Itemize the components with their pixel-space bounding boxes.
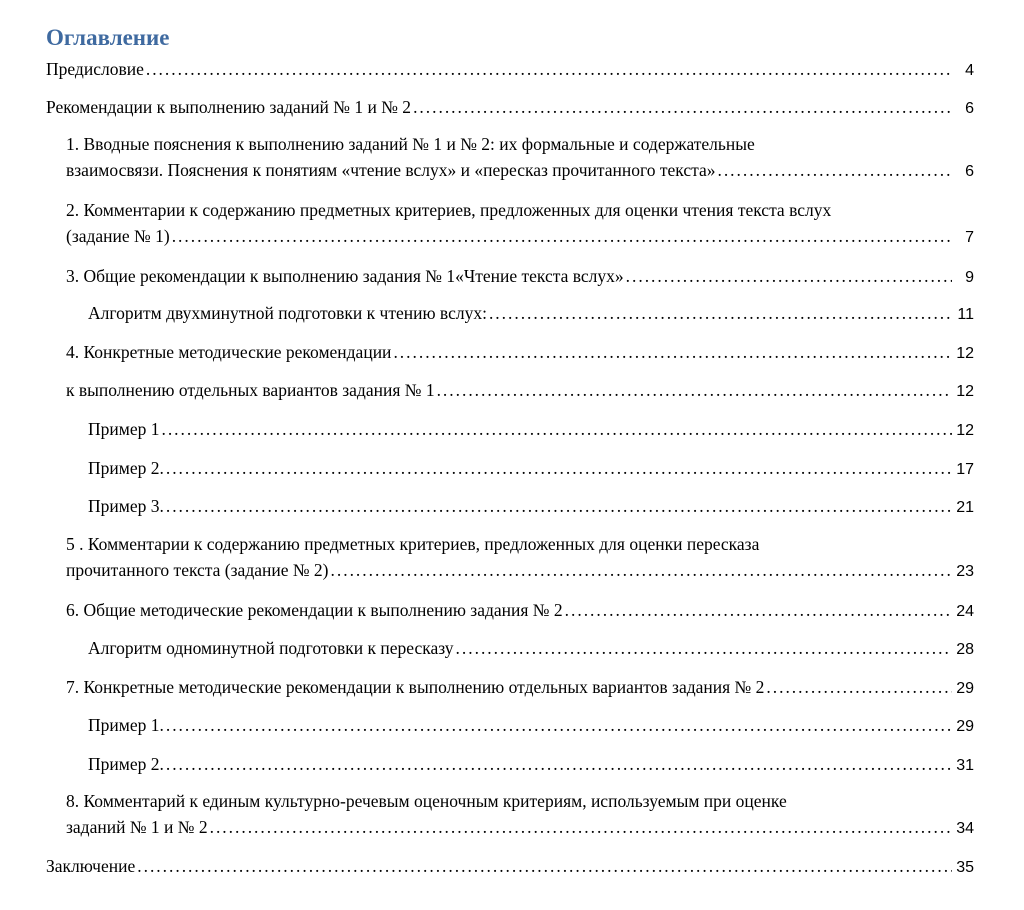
toc-entry-section-2[interactable] bbox=[66, 197, 974, 251]
toc-entry-preface[interactable] bbox=[46, 56, 974, 84]
dot-leader bbox=[210, 814, 952, 840]
toc-entry-conclusion[interactable] bbox=[46, 853, 974, 881]
toc-entry-text: Алгоритм одноминутной подготовки к пересказу bbox=[88, 638, 454, 658]
toc-title: Оглавление bbox=[46, 25, 170, 50]
toc-entry-example-1a[interactable] bbox=[88, 416, 974, 444]
toc-entry-text: Пример 2. bbox=[88, 754, 164, 774]
toc-page-number: 4 bbox=[965, 62, 974, 79]
toc-entry-text: 6. Общие методические рекомендации к выполнению задания № 2 bbox=[66, 600, 563, 620]
toc-entry-text-line: 2. Комментарии к содержанию предметных критериев, предложенных для оценки чтения текста вслух bbox=[66, 200, 832, 220]
toc-page-number: 12 bbox=[956, 383, 974, 400]
toc-entry-text-line: 8. Комментарий к единым культурно-речевым оценочным критериям, используемым при оценке bbox=[66, 791, 787, 811]
toc-entry-text: 3. Общие рекомендации к выполнению задания № 1«Чтение текста вслух» bbox=[66, 266, 624, 286]
dot-leader bbox=[166, 751, 952, 777]
dot-leader bbox=[565, 597, 952, 623]
dot-leader bbox=[393, 339, 952, 365]
toc-page-number: 21 bbox=[956, 499, 974, 516]
toc-entry-text: Предисловие bbox=[46, 59, 144, 79]
dot-leader bbox=[437, 377, 952, 403]
toc-entry-text: к выполнению отдельных вариантов задания № 1 bbox=[66, 380, 435, 400]
toc-page-number: 7 bbox=[965, 229, 974, 246]
toc-entry-text: Рекомендации к выполнению заданий № 1 и № 2 bbox=[46, 97, 412, 117]
toc-page-number: 35 bbox=[956, 859, 974, 876]
toc-entry-text: заданий № 1 и № 2 bbox=[66, 817, 208, 837]
toc-page-number: 17 bbox=[956, 461, 974, 478]
toc-page-number: 29 bbox=[956, 680, 974, 697]
dot-leader bbox=[166, 493, 952, 519]
toc-entry-example-2a[interactable] bbox=[88, 455, 974, 483]
dot-leader bbox=[626, 263, 952, 289]
toc-entry-text: 4. Конкретные методические рекомендации bbox=[66, 342, 392, 362]
toc-entry-text: Заключение bbox=[46, 856, 136, 876]
toc-page-number: 31 bbox=[956, 757, 974, 774]
toc-entry-text: Пример 1. bbox=[88, 715, 164, 735]
toc-entry-algorithm-retelling[interactable] bbox=[88, 635, 974, 663]
toc-entry-section-1[interactable] bbox=[66, 131, 974, 185]
dot-leader bbox=[166, 455, 952, 481]
toc-page-number: 12 bbox=[956, 422, 974, 439]
toc-entry-text: прочитанного текста (задание № 2) bbox=[66, 560, 329, 580]
toc-entry-text: Алгоритм двухминутной подготовки к чтению вслух: bbox=[88, 303, 487, 323]
dot-leader bbox=[172, 223, 952, 249]
dot-leader bbox=[717, 157, 952, 183]
toc-entry-text-line: 5 . Комментарии к содержанию предметных критериев, предложенных для оценки пересказа bbox=[66, 534, 760, 554]
toc-entry-example-2b[interactable] bbox=[88, 751, 974, 779]
toc-page-number: 6 bbox=[965, 163, 974, 180]
toc-page-number: 28 bbox=[956, 641, 974, 658]
dot-leader bbox=[413, 94, 952, 120]
toc-entry-algorithm-reading[interactable] bbox=[88, 300, 974, 328]
toc-entry-example-1b[interactable] bbox=[88, 712, 974, 740]
dot-leader bbox=[489, 300, 952, 326]
toc-page-number: 34 bbox=[956, 820, 974, 837]
toc-entry-section-6[interactable] bbox=[66, 597, 974, 625]
dot-leader bbox=[166, 712, 952, 738]
toc-entry-recommendations[interactable] bbox=[46, 94, 974, 122]
toc-page-number: 23 bbox=[956, 563, 974, 580]
toc-entry-text: (задание № 1) bbox=[66, 226, 170, 246]
dot-leader bbox=[137, 853, 952, 879]
dot-leader bbox=[766, 674, 952, 700]
toc-entry-section-7[interactable] bbox=[66, 674, 974, 702]
toc-entry-text: взаимосвязи. Пояснения к понятиям «чтение вслух» и «пересказ прочитанного текста» bbox=[66, 160, 716, 180]
toc-entry-text: Пример 3. bbox=[88, 496, 164, 516]
toc-entry-section-3[interactable] bbox=[66, 263, 974, 291]
toc-entry-section-4-variants[interactable] bbox=[66, 377, 974, 405]
toc-entry-text: 7. Конкретные методические рекомендации к выполнению отдельных вариантов задания № 2 bbox=[66, 677, 765, 697]
toc-page-number: 24 bbox=[956, 603, 974, 620]
toc-page-number: 29 bbox=[956, 718, 974, 735]
toc-entry-section-8[interactable] bbox=[66, 788, 974, 842]
toc-entry-text: Пример 1 bbox=[88, 419, 160, 439]
dot-leader bbox=[331, 557, 952, 583]
toc-entry-text: Пример 2. bbox=[88, 458, 164, 478]
toc-entry-text-line: 1. Вводные пояснения к выполнению заданий № 1 и № 2: их формальные и содержательные bbox=[66, 134, 755, 154]
toc-page-number: 11 bbox=[957, 306, 974, 323]
toc-page-number: 12 bbox=[956, 345, 974, 362]
toc-entry-section-4[interactable] bbox=[66, 339, 974, 367]
toc-entry-section-5[interactable] bbox=[66, 531, 974, 585]
dot-leader bbox=[161, 416, 952, 442]
toc-page-number: 9 bbox=[965, 269, 974, 286]
dot-leader bbox=[146, 56, 952, 82]
toc-page-number: 6 bbox=[965, 100, 974, 117]
dot-leader bbox=[456, 635, 952, 661]
toc-entry-example-3a[interactable] bbox=[88, 493, 974, 521]
